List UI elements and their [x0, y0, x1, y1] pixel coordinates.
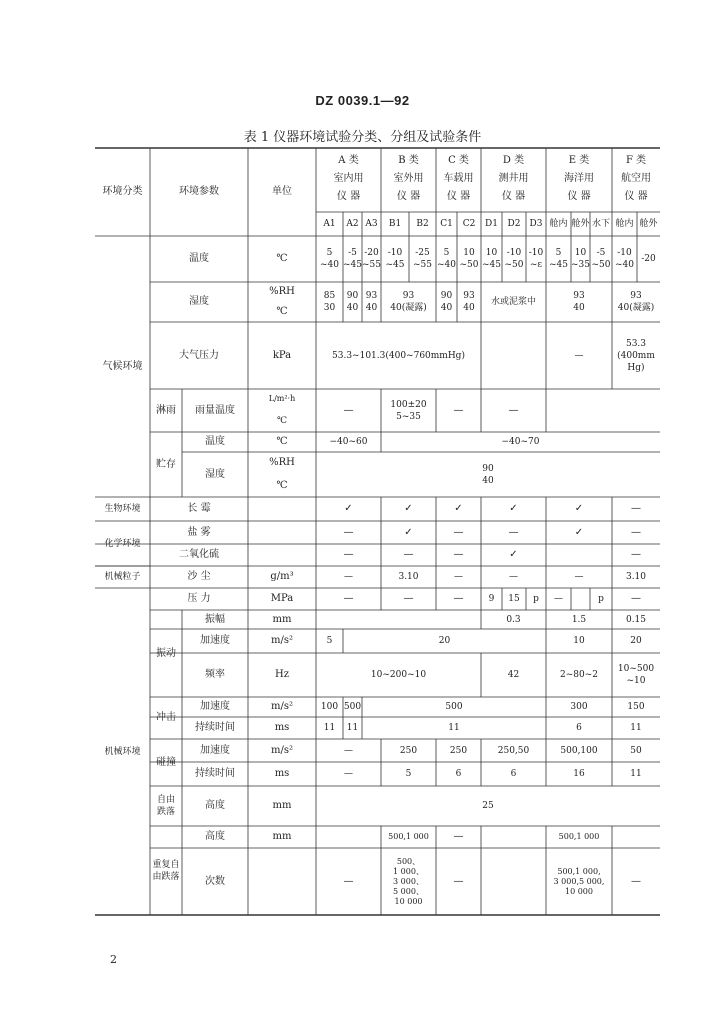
param-temp: 温度 [189, 253, 209, 264]
param-mould: 长 霉 [187, 503, 211, 514]
salt-fog-value: — [508, 526, 519, 538]
mould-value: ✓ [404, 503, 413, 514]
group-code: D3 [529, 219, 543, 229]
salt-fog-value: ✓ [574, 526, 584, 538]
unit-repeat-height: mm [272, 831, 292, 842]
vib-acc-bcd: 20 [438, 636, 451, 646]
humidity-a: 93 40 [365, 291, 378, 313]
vib-acc-e: 10 [573, 636, 585, 646]
sand-dust-value: 3.10 [625, 572, 647, 582]
amplitude-d: 0.3 [506, 614, 521, 625]
param-bump-duration: 持续时间 [195, 768, 235, 779]
repeat-count-a: — [343, 875, 354, 887]
temp-value: -10 ~45 [385, 248, 405, 270]
mech-pressure-b: — [403, 593, 414, 604]
salt-fog-value: ✓ [404, 526, 413, 538]
bump-dur-value: — [344, 769, 353, 779]
free-fall-label: 自由 跌落 [156, 795, 175, 817]
pressure-e: — [574, 350, 584, 361]
param-vib-acc: 加速度 [200, 635, 230, 646]
category-particle: 机械粒子 [104, 572, 141, 582]
mech-pressure-e1: — [554, 594, 563, 604]
temp-value: 10 ~35 [571, 248, 590, 270]
shock-label: 冲击 [156, 712, 176, 723]
sand-dust-value: — [454, 572, 463, 582]
header-class-a: A 类 [338, 155, 359, 166]
shock-acc-f: 150 [627, 702, 645, 712]
repeated-fall-label: 重复自 由跌落 [152, 859, 180, 882]
header-class-c: 仪 器 [446, 191, 471, 202]
frequency-e: 2~80~2 [560, 670, 598, 680]
unit-shock-acc: m/s² [271, 701, 293, 712]
frequency-abc: 10~200~10 [370, 670, 427, 680]
temp-value: -10 ~40 [615, 248, 634, 270]
humidity-f: 93 40(凝露) [617, 291, 655, 313]
param-sand-dust: 沙 尘 [187, 571, 211, 582]
temp-value: 5 ~40 [437, 248, 456, 270]
storage-label: 贮存 [156, 458, 176, 470]
rain-c: — [453, 404, 464, 416]
repeat-height-e: 500,1 000 [558, 832, 600, 841]
mech-pressure-f: — [631, 593, 641, 604]
humidity-b: 93 40(凝露) [390, 291, 427, 313]
pressure-f: 53.3 (400mm Hg) [617, 338, 655, 373]
param-repeat-height: 高度 [205, 831, 225, 842]
header-class-b: 仪 器 [396, 191, 421, 202]
bump-dur-value: 6 [455, 769, 462, 779]
header-class-c: 车载用 [443, 173, 474, 184]
header-class-e: 海洋用 [564, 173, 594, 184]
repeat-height-b: 500,1 000 [388, 832, 429, 841]
unit-temp: ℃ [276, 253, 288, 264]
unit-storage-humidity: %RH [269, 457, 295, 468]
header-class-b: B 类 [398, 155, 419, 166]
unit-amplitude: mm [272, 613, 292, 625]
header-class-c: C 类 [448, 155, 469, 166]
header-class-a: 室内用 [333, 173, 364, 184]
storage-temp-a: −40~60 [329, 437, 368, 447]
temp-value: -10 ~50 [504, 248, 524, 270]
header-class-e: E 类 [568, 155, 590, 166]
humidity-e: 93 40 [573, 291, 585, 313]
temp-value: -5 ~45 [343, 248, 362, 270]
param-rain: 雨量温度 [195, 404, 235, 416]
header-class-d: D 类 [502, 155, 525, 166]
shock-dur-a1: 11 [323, 723, 336, 733]
so2-value: — [453, 549, 464, 560]
group-code: 水下 [591, 219, 610, 229]
rain-a: — [343, 404, 354, 416]
temp-value: -10 ~ε [528, 248, 544, 270]
repeat-height-c: — [453, 831, 464, 842]
bump-dur-value: 16 [573, 769, 585, 779]
shock-acc-a1: 100 [320, 702, 339, 712]
shock-acc-e: 300 [570, 702, 588, 712]
shock-dur-mid: 11 [448, 723, 460, 733]
mech-pressure-d3: p [533, 594, 539, 604]
amplitude-e: 1.5 [571, 614, 587, 625]
param-storage-temp: 温度 [205, 436, 225, 447]
unit-bump-duration: ms [274, 768, 290, 779]
param-repeat-count: 次数 [205, 875, 225, 887]
storage-humidity-value: 90 40 [482, 463, 494, 486]
shock-dur-a2: 11 [346, 723, 359, 733]
unit-frequency: Hz [275, 669, 289, 680]
mould-value: ✓ [574, 503, 584, 514]
bump-acc-value: 250 [399, 745, 418, 756]
group-code: A1 [323, 219, 336, 229]
sand-dust-value: — [574, 572, 584, 582]
so2-value: — [343, 549, 354, 560]
frequency-d: 42 [507, 670, 520, 680]
mould-value: ✓ [344, 503, 353, 514]
temp-value: -20 [641, 254, 656, 264]
salt-fog-value: — [343, 526, 354, 538]
header-unit: 单位 [272, 186, 292, 197]
header-class-d: 测井用 [498, 173, 529, 184]
rain-label: 淋雨 [156, 404, 176, 416]
temp-value: 10 ~50 [459, 248, 479, 270]
group-code: A3 [365, 219, 378, 229]
bump-acc-value: — [344, 745, 353, 756]
bump-acc-value: 250,50 [497, 745, 530, 756]
group-code: C2 [462, 219, 476, 229]
unit-storage-temp: ℃ [276, 436, 288, 447]
unit-vib-acc: m/s² [271, 635, 293, 646]
group-code: B2 [416, 219, 429, 229]
group-code: B1 [388, 219, 402, 229]
bump-acc-value: 500,100 [560, 745, 598, 756]
rain-b: 100±20 5~35 [390, 399, 427, 422]
param-shock-acc: 加速度 [200, 701, 230, 712]
group-code: 舱内 [549, 219, 568, 229]
header-class-e: 仪 器 [567, 191, 591, 202]
unit-bump-acc: m/s² [271, 744, 293, 756]
shock-dur-e: 6 [576, 723, 582, 733]
pressure-abc: 53.3~101.3(400~760mmHg) [332, 350, 465, 361]
humidity-c: 90 40 [440, 291, 453, 313]
temp-value: 10 ~45 [482, 248, 501, 270]
param-so2: 二氧化硫 [179, 549, 219, 560]
mould-value: — [631, 503, 641, 514]
category-chem: 化学环境 [104, 538, 141, 549]
repeat-count-e: 500,1 000, 3 000,5 000, 10 000 [553, 866, 605, 896]
repeat-count-b: 500、 1 000、 3 000、 5 000、 10 000 [393, 856, 424, 906]
mech-pressure-a: — [343, 593, 354, 604]
repeat-count-f: — [631, 875, 641, 887]
salt-fog-value: — [631, 526, 641, 538]
mould-value: ✓ [509, 503, 518, 514]
unit-rain-temp: ℃ [276, 415, 288, 426]
storage-temp-rest: −40~70 [501, 437, 540, 447]
sand-dust-value: — [344, 572, 353, 582]
mould-value: ✓ [454, 503, 463, 514]
standard-number: DZ 0039.1—92 [315, 93, 410, 108]
param-humidity: 湿度 [189, 296, 209, 307]
vib-acc-a: 5 [326, 636, 333, 646]
param-storage-humidity: 湿度 [205, 468, 225, 480]
so2-value: ✓ [509, 549, 518, 560]
bump-acc-value: 50 [630, 745, 642, 756]
bump-label: 碰撞 [156, 756, 176, 768]
category-bio: 生物环境 [104, 504, 141, 514]
header-env-param: 环境参数 [179, 186, 219, 197]
frequency-f: 10~500 ~10 [617, 664, 655, 686]
mech-pressure-c: — [453, 593, 464, 604]
unit-humidity: %RH [269, 286, 295, 297]
group-code: A2 [346, 219, 359, 229]
unit-humidity-temp: ℃ [276, 306, 288, 317]
temp-value: -20 ~55 [362, 248, 381, 270]
vib-acc-f: 20 [630, 636, 642, 646]
temp-value: 5 ~45 [549, 248, 568, 270]
unit-rain: L/m²·h [268, 394, 296, 403]
unit-shock-duration: ms [274, 722, 290, 733]
unit-storage-hum-temp: ℃ [276, 479, 288, 491]
humidity-d: 水或泥浆中 [490, 297, 536, 307]
group-code: 舱外 [639, 219, 658, 229]
category-mech: 机械环境 [104, 746, 141, 757]
header-class-f: 仪 器 [624, 191, 648, 202]
header-env-class: 环境分类 [102, 186, 143, 197]
category-climate: 气候环境 [102, 360, 143, 372]
free-fall-value: 25 [482, 801, 494, 811]
param-bump-acc: 加速度 [200, 744, 230, 756]
header-class-d: 仪 器 [501, 191, 526, 202]
param-pressure: 大气压力 [179, 349, 219, 361]
param-free-fall-height: 高度 [205, 800, 225, 811]
header-class-a: 仪 器 [336, 191, 361, 202]
sand-dust-value: 3.10 [398, 572, 419, 582]
repeat-count-c: — [453, 875, 464, 887]
sand-dust-value: — [509, 572, 518, 582]
table-caption: 表 1 仪器环境试验分类、分组及试验条件 [243, 130, 482, 145]
so2-value: — [403, 549, 414, 560]
bump-dur-value: 5 [405, 769, 412, 779]
unit-pressure: kPa [272, 349, 292, 361]
amplitude-f: 0.15 [625, 614, 647, 625]
param-salt-fog: 盐 雾 [187, 526, 211, 538]
group-code: 舱内 [615, 219, 634, 229]
bump-dur-value: 6 [510, 769, 517, 779]
vibration-label: 振动 [156, 647, 176, 659]
group-code: 舱外 [571, 219, 590, 229]
mech-pressure-e3: p [598, 594, 604, 604]
group-code: C1 [440, 219, 453, 229]
rain-d: — [508, 404, 519, 416]
temp-value: -25 ~55 [413, 248, 432, 270]
bump-dur-value: 11 [630, 769, 642, 779]
salt-fog-value: — [453, 526, 464, 538]
shock-acc-a2: 500 [343, 702, 362, 712]
mech-pressure-d1: 9 [488, 594, 495, 604]
group-code: D1 [485, 219, 498, 229]
group-code: D2 [507, 219, 521, 229]
unit-mech-pressure: MPa [270, 593, 294, 604]
header-class-b: 室外用 [393, 173, 424, 184]
humidity-a: 90 40 [346, 291, 359, 313]
header-class-f: F 类 [625, 155, 647, 166]
param-amplitude: 振幅 [205, 613, 225, 625]
shock-acc-mid: 500 [445, 702, 463, 712]
param-frequency: 频率 [205, 669, 225, 680]
bump-acc-value: 250 [449, 745, 468, 756]
param-mech-pressure: 压 力 [187, 593, 211, 604]
unit-free-fall-height: mm [272, 800, 292, 811]
temp-value: 5 ~40 [320, 248, 339, 270]
unit-sand-dust: g/m³ [270, 571, 294, 582]
humidity-a: 85 30 [323, 291, 336, 313]
param-shock-duration: 持续时间 [195, 722, 235, 733]
page-number: 2 [110, 953, 117, 966]
so2-value: — [631, 549, 641, 560]
header-class-f: 航空用 [621, 173, 651, 184]
temp-value: -5 ~50 [591, 248, 611, 270]
humidity-c: 93 40 [463, 291, 475, 313]
shock-dur-f: 11 [630, 723, 642, 733]
mech-pressure-d2: 15 [508, 594, 520, 604]
